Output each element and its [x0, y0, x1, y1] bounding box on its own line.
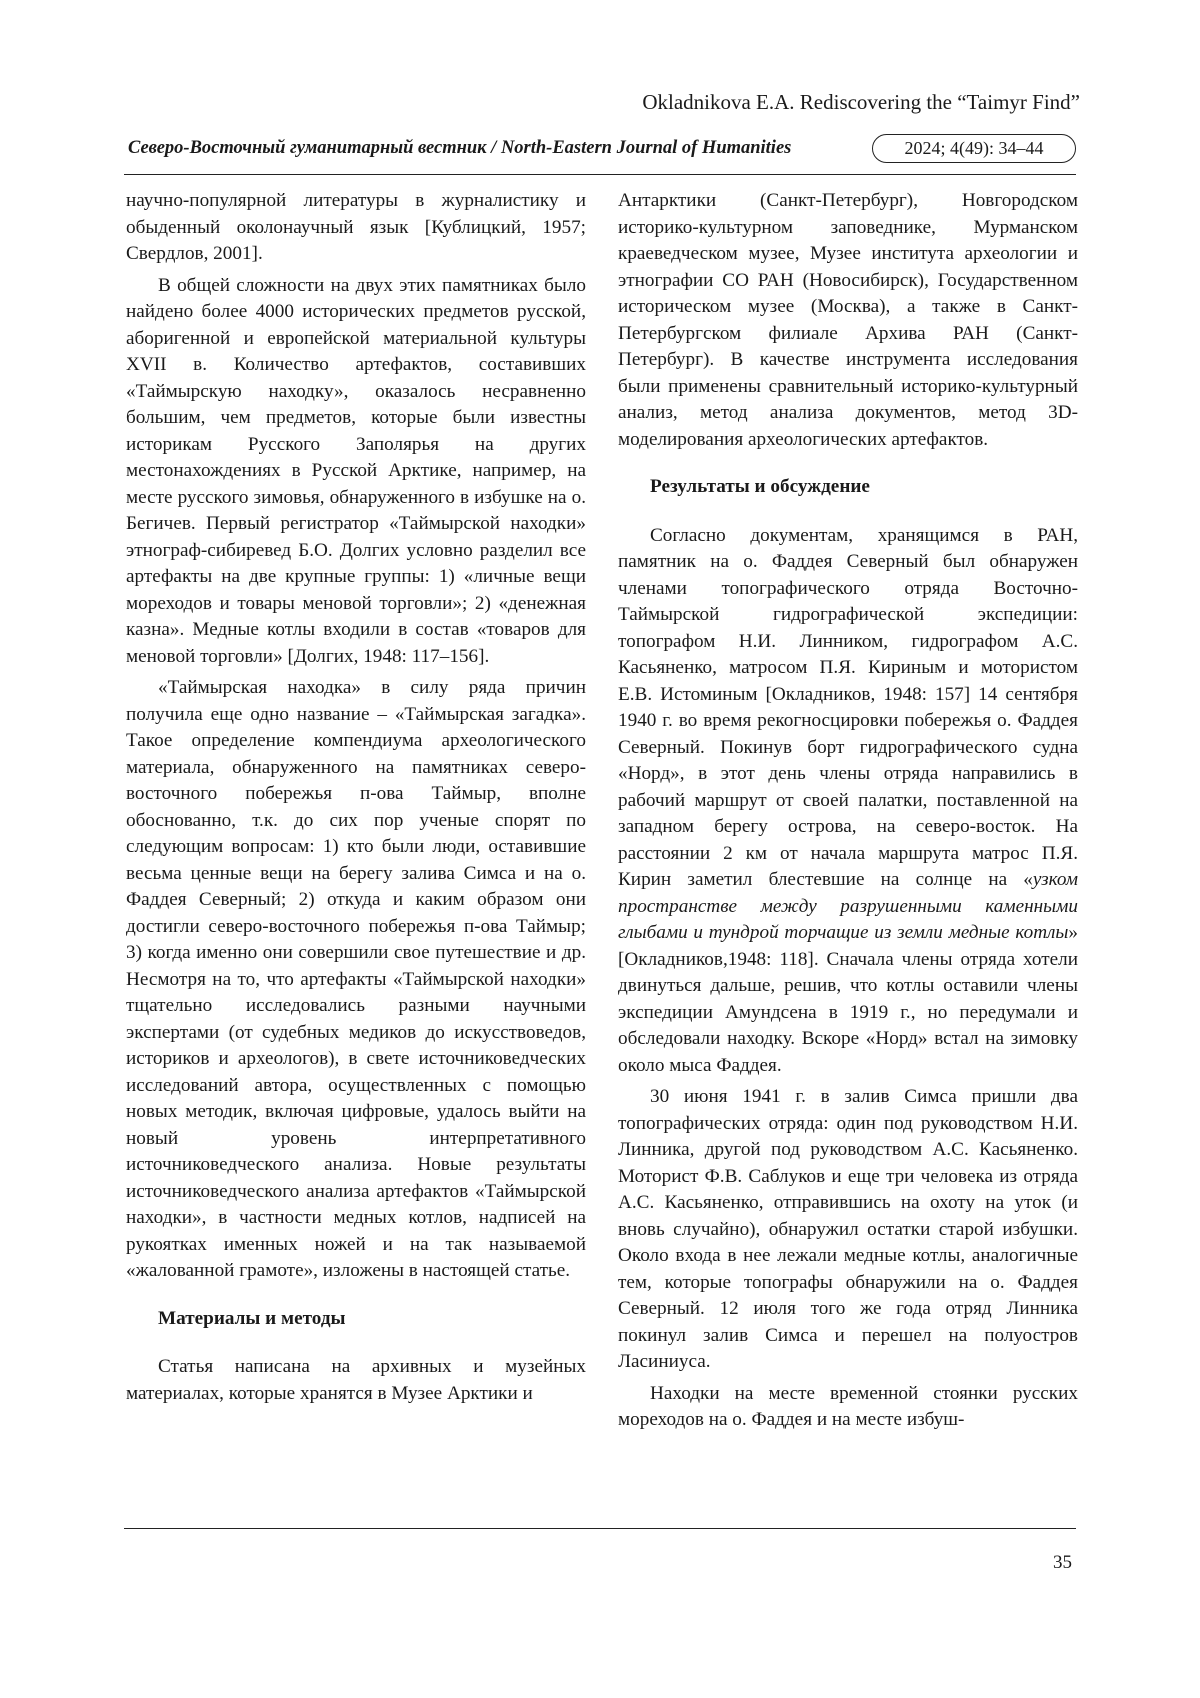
- paragraph: В общей сложности на двух этих памятниках было найдено более 4000 исторических предметов русской, аборигенной и европейской материальной культуры XVII в. Количество артефактов, составивших «Таймырскую находку», оказалось несравненно большим, чем предметов, которые были известны историкам Русского Заполярья на других местонахождениях в Русской Арктике, например, на месте русского зимовья, обнаруженного в избушке на о. Бегичев. Первый регистратор «Таймырской находки» этнограф-сибиревед Б.О. Долгих условно разделил все артефакты на две крупные группы: 1) «личные вещи мореходов и товары меновой торговли»; 2) «денежная казна». Медные котлы входили в состав «товаров для меновой торговли» [Долгих, 1948: 117–156].: [126, 274, 586, 667]
- left-column: [126, 188, 586, 1412]
- paragraph: [618, 523, 1078, 1080]
- paragraph: Находки на месте временной стоянки русских мореходов на о. Фаддея и на месте избуш-: [618, 1382, 1078, 1430]
- section-heading-materials: Материалы и методы: [158, 1307, 346, 1329]
- footer-divider: [124, 1528, 1076, 1529]
- journal-title: Северо-Восточный гуманитарный вестник / North-Eastern Journal of Humanities: [128, 138, 792, 158]
- quote-italic: узком пространстве между разрушенными каменными глыбами и тундрой торчащие из земли медные котлы: [618, 869, 1078, 943]
- paragraph: научно-популярной литературы в журналистику и обыденный околонаучный язык [Кублицкий, 1957; Свердлов, 2001].: [126, 190, 586, 264]
- section-heading-results: Результаты и обсуждение: [650, 476, 870, 497]
- paragraph: Статья написана на архивных и музейных материалах, которые хранятся в Музее Арктики и: [126, 1356, 586, 1404]
- right-column: [618, 188, 1078, 1439]
- paragraph: 30 июня 1941 г. в залив Симса пришли два топографических отряда: один под руководством Н.И. Линника, другой под руководством А.С. Касьяненко. Моторист Ф.В. Саблуков и еще три человека из отряда А.С. Касьяненко, отправившись на охоту на уток (и вновь случайно), обнаружил остатки старой избушки. Около входа в нее лежали медные котлы, аналогичные тем, которые топографы обнаружили на о. Фаддея Северный. 12 июля того же года отряд Линника покинул залив Симса и перешел на полуостров Ласиниуса.: [618, 1086, 1078, 1372]
- issue-badge: 2024; 4(49): 34–44: [872, 134, 1076, 163]
- journal-header-bar: [124, 134, 1076, 175]
- paragraph-text: Согласно документам, хранящимся в РАН, памятник на о. Фаддея Северный был обнаружен членами топографического отряда Восточно-Таймырской гидрографической экспедиции: топографом Н.И. Линником, гидрографом А.С. Касьяненко, матросом П.Я. Кириным и мотористом Е.В. Истоминым [Окладников, 1948: 157] 14 сентября 1940 г. во время рекогносцировки побережья о. Фаддея Северный. Покинув борт гидрографического судна «Норд», в этот день члены отряда направились в рабочий маршрут от своей палатки, поставленной на западном берегу острова, на северо-восток. На расстоянии 2 км от начала маршрута матрос П.Я. Кирин заметил блестевшие на солнце на «: [618, 524, 1078, 890]
- paragraph: Антарктики (Санкт-Петербург), Новгородском историко-культурном заповеднике, Мурманском краеведческом музее, Музее института археологии и этнографии СО РАН (Новосибирск), Государственном историческом музее (Москва), а также в Санкт-Петербургском филиале Архива РАН (Санкт-Петербург). В качестве инструмента исследования были применены сравнительный историко-культурный анализ, метод анализа документов, метод 3D-моделирования археологических артефактов.: [618, 190, 1078, 450]
- page-number: 35: [1053, 1552, 1072, 1573]
- paragraph-text: » [Окладников,1948: 118]. Сначала члены отряда хотели двинуться дальше, решив, что котлы оставили члены экспедиции Амундсена в 1919 г., но передумали и обследовали находку. Вскоре «Норд» встал на зимовку около мыса Фаддея.: [618, 922, 1078, 1076]
- paragraph: «Таймырская находка» в силу ряда причин получила еще одно название – «Таймырская загадка». Такое определение компендиума археологического материала, обнаруженного на памятниках северо-восточного побережья п-ова Таймыр, вполне обоснованно, т.к. до сих пор ученые спорят по следующим вопросам: 1) кто были люди, оставившие весьма ценные вещи на берегу залива Симса и на о. Фаддея Северный; 2) откуда и каким образом они достигли северо-восточного побережья п-ова Таймыр; 3) когда именно они совершили свое путешествие и др. Несмотря на то, что артефакты «Таймырской находки» тщательно исследовались разными научными экспертами (от судебных медиков до искусствоведов, историков и археологов), в свете источниковедческих исследований автора, осуществленных с помощью новых методик, включая цифровые, удалось выйти на новый уровень интерпретативного источниковедческого анализа. Новые результаты источниковедческого анализа артефактов «Таймырской находки», в частности медных котлов, надписей на рукоятках именных ножей и на так называемой «жалованной грамоте», изложены в настоящей статье.: [126, 677, 586, 1281]
- running-head: Okladnikova E.A. Rediscovering the “Taimyr Find”: [642, 90, 1080, 114]
